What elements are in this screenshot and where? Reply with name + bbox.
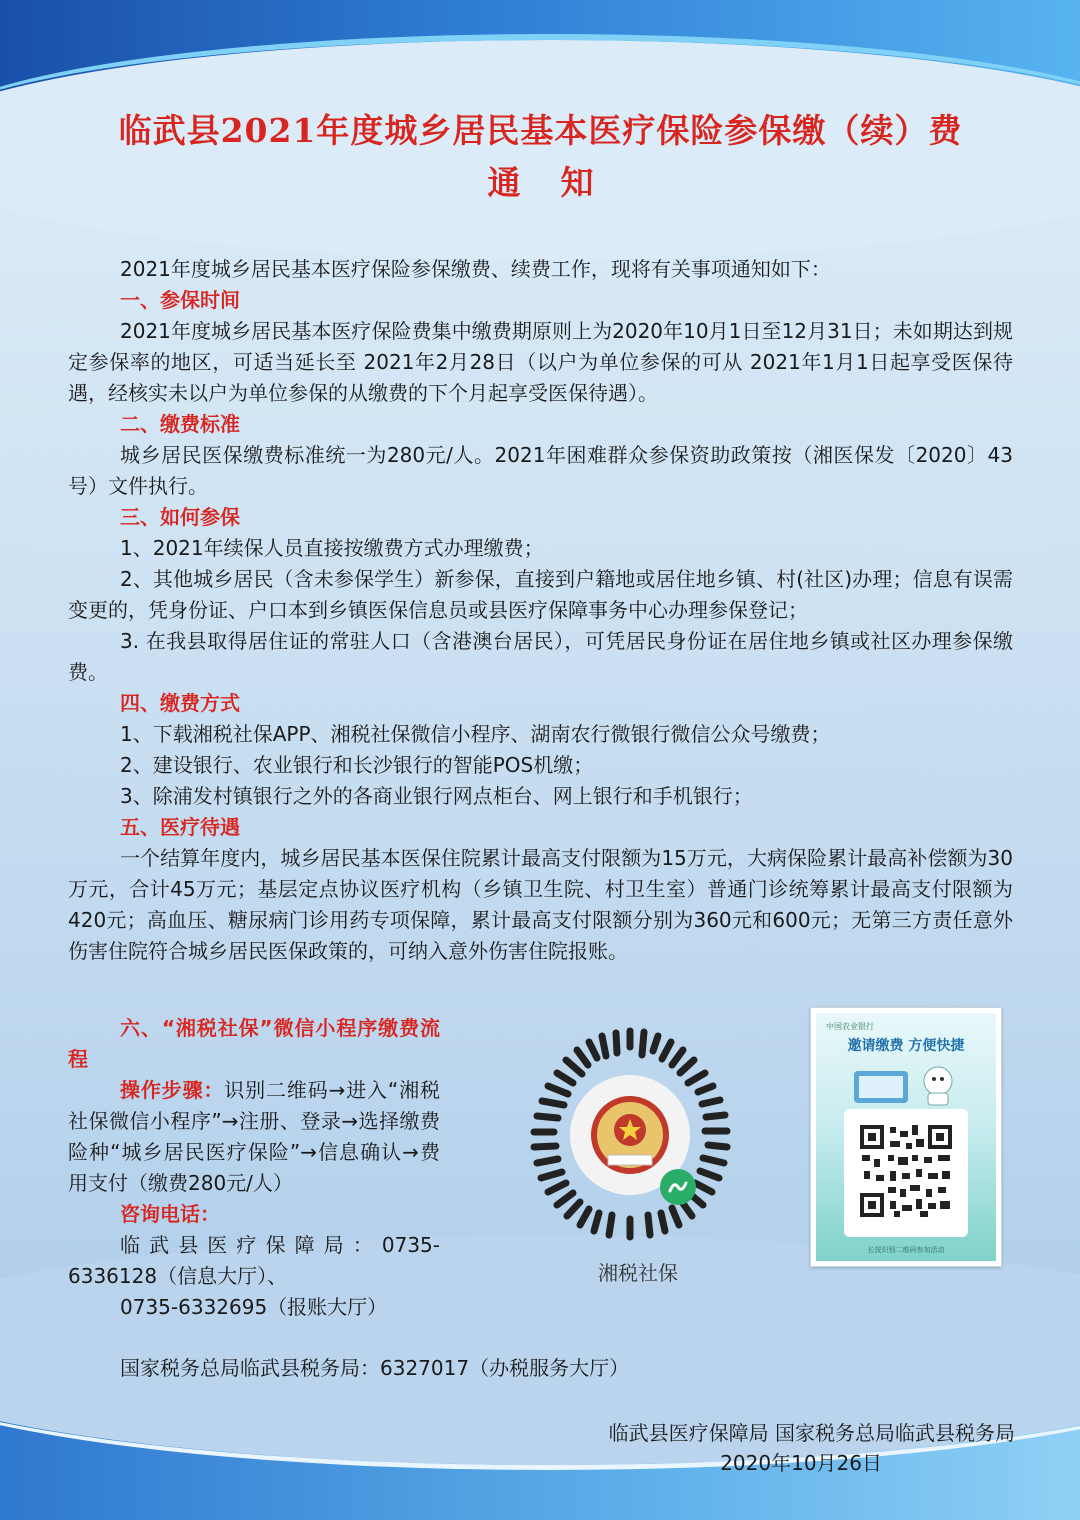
qr-caption: 湘税社保 [598, 1261, 678, 1285]
notice-subtitle: 通知 [487, 163, 634, 202]
poster-headline: 邀请缴费 方便快捷 [847, 1038, 965, 1054]
bank-promo-poster [810, 1007, 1002, 1267]
section-paragraph: 2021年度城乡居民基本医疗保险费集中缴费期原则上为2020年10月1日至12月31日；未如期达到规定参保率的地区，可适当延长至 2021年2月28日（以户为单位参保的可从 2021年1月1日起享受医保待遇，经核实未以户为单位参保的从缴费的下个月起享受医保待遇）。 [68, 319, 1013, 405]
section-1 [68, 285, 1013, 409]
section-5 [68, 812, 1013, 967]
section-heading: 四、缴费方式 [120, 691, 240, 715]
intro-text: 2021年度城乡居民基本医疗保险参保缴费、续费工作，现将有关事项通知如下： [120, 257, 831, 281]
notice-body [68, 108, 1013, 967]
section-paragraph: 1、2021年续保人员直接按缴费方式办理缴费； [120, 536, 544, 560]
contact-line: 0735-6332695（报账大厅） [120, 1295, 388, 1319]
steps-text: 识别二维码→进入“湘税社保微信小程序”→注册、登录→选择缴费险种“城乡居民医疗保险”→信息确认→费用支付（缴费280元/人） [68, 1078, 440, 1195]
contact-line: 国家税务总局临武县税务局：6327017（办税服务大厅） [120, 1356, 630, 1380]
bank-logo-text: 中国农业银行 [826, 1022, 874, 1031]
steps-label: 操作步骤： [120, 1078, 225, 1102]
section-heading: 六、“湘税社保”微信小程序缴费流程 [68, 1016, 440, 1071]
section-paragraph: 2、建设银行、农业银行和长沙银行的智能POS机缴； [120, 753, 594, 777]
section-paragraph: 城乡居民医保缴费标准统一为280元/人。2021年困难群众参保资助政策按（湘医保发〔2020〕43号）文件执行。 [68, 443, 1013, 498]
signature-block [455, 1418, 1015, 1478]
section-paragraph: 3、除浦发村镇银行之外的各商业银行网点柜台、网上银行和手机银行； [120, 784, 753, 808]
section-6 [68, 1013, 440, 1323]
section-3 [68, 502, 1013, 688]
poster-qr-card [844, 1109, 968, 1237]
mascot-illustration [846, 1061, 966, 1107]
section-2 [68, 409, 1013, 502]
section-paragraph: 一个结算年度内，城乡居民基本医保住院累计最高支付限额为15万元，大病保险累计最高补偿额为30万元，合计45万元；基层定点协议医疗机构（乡镇卫生院、村卫生室）普通门诊统筹累计最高支付限额为420元；高血压、糖尿病门诊用药专项保障，累计最高支付限额分别为360元和600元；无第三方责任意外伤害住院符合城乡居民医保政策的，可纳入意外伤害住院报账。 [68, 846, 1013, 963]
section-heading: 五、医疗待遇 [120, 815, 240, 839]
notice-title: 临武县2021年度城乡居民基本医疗保险参保缴（续）费 [118, 111, 963, 150]
issuing-organizations: 临武县医疗保障局 国家税务总局临武县税务局 [608, 1421, 1015, 1445]
contact-label: 咨询电话： [120, 1202, 220, 1226]
section-4 [68, 688, 1013, 812]
section-paragraph: 3. 在我县取得居住证的常驻人口（含港澳台居民），可凭居民身份证在居住地乡镇或社区办理参保缴费。 [68, 629, 1013, 684]
section-heading: 一、参保时间 [120, 288, 240, 312]
section-paragraph: 1、下载湘税社保APP、湘税社保微信小程序、湖南农行微银行微信公众号缴费； [120, 722, 831, 746]
mini-program-qr-code[interactable] [520, 1025, 740, 1245]
section-heading: 三、如何参保 [120, 505, 240, 529]
bank-qr-code[interactable] [844, 1109, 968, 1237]
section-paragraph: 2、其他城乡居民（含未参保学生）新参保，直接到户籍地或居住地乡镇、村(社区)办理；信息有误需变更的，凭身份证、户口本到乡镇医保信息员或县医疗保障事务中心办理参保登记； [68, 567, 1013, 622]
contact-line: 临武县医疗保障局：0735-6336128（信息大厅）、 [68, 1233, 440, 1288]
poster-footer: 长按识别二维码参加活动 [867, 1246, 945, 1254]
steps-paragraph [68, 1075, 440, 1199]
section-heading: 二、缴费标准 [120, 412, 240, 436]
issue-date: 2020年10月26日 [720, 1451, 882, 1475]
poster-background [816, 1013, 996, 1261]
